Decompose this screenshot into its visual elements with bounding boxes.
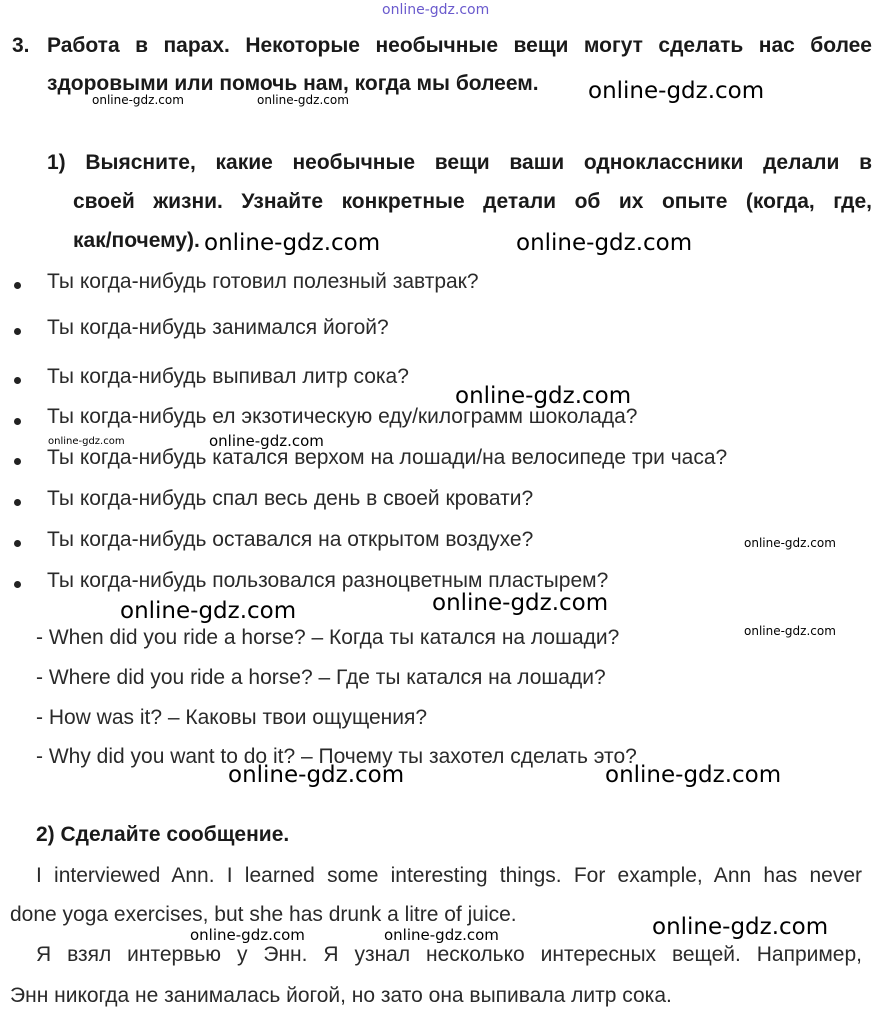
watermark: online-gdz.com [190, 926, 305, 944]
part2-heading: 2) Сделайте сообщение. [36, 823, 290, 846]
list-item: Ты когда-нибудь пользовался разноцветным пластырем? [47, 569, 609, 592]
bullet-icon [14, 458, 21, 465]
bullet-icon [14, 499, 21, 506]
bullet-icon [14, 540, 21, 547]
watermark: online-gdz.com [204, 230, 381, 256]
bullet-icon [14, 581, 21, 588]
bullet-icon [14, 328, 21, 335]
watermark: online-gdz.com [744, 536, 836, 550]
watermark: online-gdz.com [228, 762, 405, 788]
part2-en-line1: I interviewed Ann. I learned some interesting things. For example, Ann has never [36, 864, 862, 887]
task-title-line2: здоровыми или помочь нам, когда мы болеем. [47, 72, 539, 95]
list-item: Ты когда-нибудь катался верхом на лошади/на велосипеде три часа? [47, 446, 728, 469]
part1-line2: своей жизни. Узнайте конкретные детали об их опыте (когда, где, [73, 190, 872, 213]
watermark: online-gdz.com [588, 78, 765, 104]
watermark: online-gdz.com [92, 93, 184, 107]
part2-ru-line1: Я взял интервью у Энн. Я узнал несколько интересных вещей. Например, [36, 943, 862, 966]
followup-item: - Why did you want to do it? – Почему ты захотел сделать это? [36, 745, 637, 768]
watermark: online-gdz.com [744, 624, 836, 638]
list-item: Ты когда-нибудь спал весь день в своей кровати? [47, 487, 534, 510]
list-item: Ты когда-нибудь занимался йогой? [47, 316, 389, 339]
watermark: online-gdz.com [209, 432, 324, 450]
watermark: online-gdz.com [432, 590, 609, 616]
task-number: 3. [12, 34, 30, 57]
watermark: online-gdz.com [384, 926, 499, 944]
watermark: online-gdz.com [605, 762, 782, 788]
list-item: Ты когда-нибудь оставался на открытом воздухе? [47, 528, 534, 551]
list-item: Ты когда-нибудь выпивал литр сока? [47, 365, 409, 388]
watermark: online-gdz.com [257, 93, 349, 107]
followup-item: - When did you ride a horse? – Когда ты катался на лошади? [36, 626, 620, 649]
watermark: online-gdz.com [516, 230, 693, 256]
bullet-icon [14, 377, 21, 384]
watermark-top: online-gdz.com [382, 2, 490, 18]
part2-ru-line2: Энн никогда не занималась йогой, но зато она выпивала литр сока. [10, 984, 672, 1007]
followup-item: - Where did you ride a horse? – Где ты катался на лошади? [36, 666, 606, 689]
watermark: online-gdz.com [455, 383, 632, 409]
bullet-icon [14, 282, 21, 289]
task-title-line1: Работа в парах. Некоторые необычные вещи могут сделать нас более [47, 34, 872, 57]
list-item: Ты когда-нибудь готовил полезный завтрак? [47, 270, 479, 293]
part1-line3: как/почему). [73, 229, 200, 252]
followup-item: - How was it? – Каковы твои ощущения? [36, 706, 428, 729]
bullet-icon [14, 418, 21, 425]
part2-en-line2: done yoga exercises, but she has drunk a litre of juice. [10, 903, 517, 926]
part1-line1: 1) Выясните, какие необычные вещи ваши одноклассники делали в [47, 151, 872, 174]
watermark: online-gdz.com [652, 914, 829, 940]
list-item: Ты когда-нибудь ел экзотическую еду/килограмм шоколада? [47, 405, 638, 428]
watermark: online-gdz.com [48, 436, 125, 447]
watermark: online-gdz.com [120, 598, 297, 624]
